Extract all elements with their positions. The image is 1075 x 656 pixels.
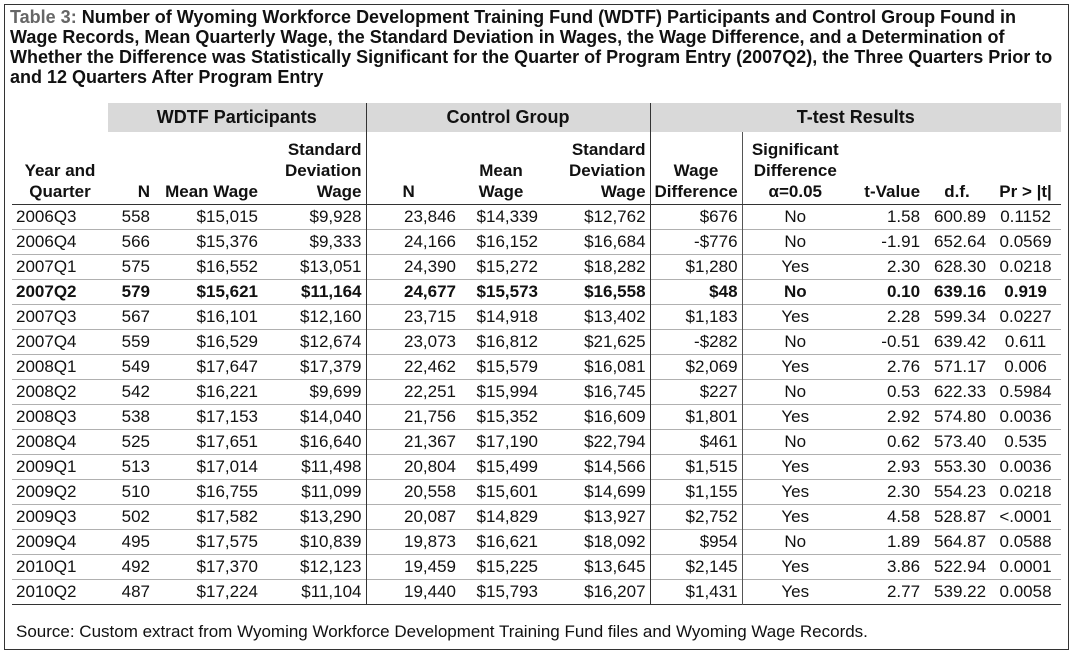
cell-mean-control: $15,499: [476, 457, 538, 476]
table-row: [12, 505, 1061, 530]
cell-significant: No: [784, 332, 807, 351]
cell-n-participants: 542: [121, 382, 150, 401]
cell-wage-difference: $1,183: [650, 305, 742, 330]
cell-df: 574.80: [934, 407, 987, 426]
cell-sd-control: $22,794: [542, 430, 650, 455]
cell-n-control: 21,756: [404, 407, 456, 426]
cell-n-control: 22,251: [404, 382, 456, 401]
cell-pr: 0.0588: [999, 532, 1052, 551]
cell-df: 652.64: [934, 232, 987, 251]
source-note: Source: Custom extract from Wyoming Workforce Development Training Fund files and Wyoming Wage Records.: [16, 622, 868, 641]
cell-mean-participants: $16,529: [196, 332, 258, 351]
group-participants: WDTF Participants: [108, 103, 366, 132]
col-significant: Significant Difference α=0.05: [742, 132, 848, 205]
cell-sd-control: $18,282: [542, 255, 650, 280]
cell-mean-participants: $17,647: [196, 357, 258, 376]
cell-year-quarter: 2008Q4: [16, 432, 77, 451]
cell-mean-control: $15,601: [476, 482, 538, 501]
cell-year-quarter: 2009Q4: [16, 532, 77, 551]
cell-wage-difference: $2,752: [650, 505, 742, 530]
cell-t-value: 2.30: [886, 482, 921, 501]
cell-significant: Yes: [781, 557, 810, 576]
cell-mean-participants: $16,221: [196, 382, 258, 401]
cell-pr: <.0001: [999, 507, 1052, 526]
cell-significant: No: [784, 232, 807, 251]
cell-significant: Yes: [781, 257, 810, 276]
cell-sd-control: $16,745: [542, 380, 650, 405]
cell-t-value: 2.93: [886, 457, 921, 476]
cell-wage-difference: $1,280: [650, 255, 742, 280]
cell-mean-control: $15,272: [476, 257, 538, 276]
cell-wage-difference: $48: [650, 280, 742, 305]
cell-mean-participants: $17,370: [196, 557, 258, 576]
cell-pr: 0.0218: [999, 482, 1052, 501]
cell-year-quarter: 2008Q3: [16, 407, 77, 426]
cell-wage-difference: $1,515: [650, 455, 742, 480]
cell-sd-participants: $12,674: [262, 330, 366, 355]
cell-sd-participants: $9,699: [262, 380, 366, 405]
cell-mean-participants: $15,621: [196, 282, 258, 301]
col-sd-participants: Standard Deviation Wage: [262, 132, 366, 205]
col-pr: Pr > |t|: [990, 132, 1061, 205]
cell-significant: No: [784, 207, 807, 226]
cell-significant: Yes: [781, 482, 810, 501]
cell-mean-participants: $17,575: [196, 532, 258, 551]
table-row: [12, 230, 1061, 255]
cell-pr: 0.0569: [999, 232, 1052, 251]
wage-table: [12, 103, 1061, 605]
cell-pr: 0.0058: [999, 582, 1052, 601]
cell-wage-difference: $676: [650, 205, 742, 230]
table-row: [12, 530, 1061, 555]
cell-significant: Yes: [781, 407, 810, 426]
cell-sd-control: $14,699: [542, 480, 650, 505]
cell-n-participants: 538: [121, 407, 150, 426]
cell-n-participants: 492: [121, 557, 150, 576]
table-row: [12, 555, 1061, 580]
cell-df: 522.94: [934, 557, 987, 576]
cell-sd-participants: $12,160: [262, 305, 366, 330]
table-number: Table 3:: [10, 7, 77, 27]
table-row: [12, 480, 1061, 505]
table-row: [12, 405, 1061, 430]
cell-pr: 0.0036: [999, 407, 1052, 426]
cell-df: 528.87: [934, 507, 987, 526]
cell-df: 554.23: [934, 482, 987, 501]
cell-sd-control: $13,645: [542, 555, 650, 580]
cell-year-quarter: 2007Q4: [16, 332, 77, 351]
cell-mean-control: $17,190: [476, 432, 538, 451]
cell-mean-participants: $16,755: [196, 482, 258, 501]
table-title: [10, 7, 1060, 87]
cell-sd-control: $12,762: [542, 205, 650, 230]
cell-sd-control: $16,609: [542, 405, 650, 430]
cell-sd-participants: $11,099: [262, 480, 366, 505]
cell-n-control: 19,873: [404, 532, 456, 551]
col-year-quarter: Year and Quarter: [12, 132, 108, 205]
cell-pr: 0.0218: [999, 257, 1052, 276]
cell-n-control: 19,440: [404, 582, 456, 601]
cell-mean-control: $14,918: [476, 307, 538, 326]
cell-n-participants: 549: [121, 357, 150, 376]
cell-mean-control: $15,573: [476, 282, 538, 301]
cell-mean-control: $14,829: [476, 507, 538, 526]
cell-wage-difference: $2,069: [650, 355, 742, 380]
cell-wage-difference: $954: [650, 530, 742, 555]
cell-n-control: 24,677: [404, 282, 456, 301]
cell-n-participants: 513: [121, 457, 150, 476]
table-body: [12, 205, 1061, 605]
table-row: [12, 355, 1061, 380]
cell-mean-participants: $15,015: [196, 207, 258, 226]
cell-year-quarter: 2010Q2: [16, 582, 77, 601]
cell-pr: 0.5984: [999, 382, 1052, 401]
cell-mean-control: $16,812: [476, 332, 538, 351]
cell-pr: 0.611: [1004, 332, 1047, 351]
cell-sd-participants: $13,051: [262, 255, 366, 280]
cell-n-participants: 558: [121, 207, 150, 226]
cell-sd-control: $16,558: [542, 280, 650, 305]
cell-mean-control: $16,152: [476, 232, 538, 251]
cell-significant: Yes: [781, 357, 810, 376]
col-n-participants: N: [108, 132, 154, 205]
cell-sd-control: $16,684: [542, 230, 650, 255]
cell-n-participants: 567: [121, 307, 150, 326]
cell-significant: Yes: [781, 457, 810, 476]
cell-wage-difference: $1,155: [650, 480, 742, 505]
cell-n-control: 24,390: [404, 257, 456, 276]
cell-t-value: 2.77: [886, 582, 921, 601]
cell-df: 571.17: [934, 357, 987, 376]
cell-n-control: 24,166: [404, 232, 456, 251]
cell-year-quarter: 2007Q2: [16, 282, 77, 301]
cell-sd-control: $13,927: [542, 505, 650, 530]
column-header-row: [12, 132, 1061, 205]
col-mean-participants: Mean Wage: [154, 132, 262, 205]
table-row: [12, 280, 1061, 305]
cell-wage-difference: -$776: [650, 230, 742, 255]
cell-t-value: 2.76: [886, 357, 921, 376]
cell-pr: 0.0227: [999, 307, 1052, 326]
cell-n-participants: 502: [121, 507, 150, 526]
cell-mean-participants: $16,101: [196, 307, 258, 326]
cell-n-participants: 575: [121, 257, 150, 276]
cell-n-participants: 487: [121, 582, 150, 601]
cell-n-control: 23,846: [404, 207, 456, 226]
cell-sd-participants: $16,640: [262, 430, 366, 455]
col-df: d.f.: [924, 132, 990, 205]
group-header-row: [12, 103, 1061, 132]
cell-wage-difference: $227: [650, 380, 742, 405]
cell-significant: No: [784, 432, 807, 451]
cell-n-control: 20,558: [404, 482, 456, 501]
cell-pr: 0.0036: [999, 457, 1052, 476]
cell-n-control: 22,462: [404, 357, 456, 376]
cell-t-value: 2.92: [886, 407, 921, 426]
cell-year-quarter: 2007Q1: [16, 257, 77, 276]
cell-df: 553.30: [934, 457, 987, 476]
cell-n-participants: 579: [121, 282, 150, 301]
cell-sd-participants: $9,333: [262, 230, 366, 255]
cell-t-value: 4.58: [886, 507, 921, 526]
cell-year-quarter: 2007Q3: [16, 307, 77, 326]
col-t-value: t-Value: [848, 132, 924, 205]
cell-df: 622.33: [934, 382, 987, 401]
cell-year-quarter: 2008Q2: [16, 382, 77, 401]
cell-mean-control: $15,994: [476, 382, 538, 401]
cell-significant: Yes: [781, 507, 810, 526]
cell-year-quarter: 2009Q1: [16, 457, 77, 476]
cell-n-control: 23,073: [404, 332, 456, 351]
col-mean-control: Mean Wage: [460, 132, 542, 205]
cell-df: 564.87: [934, 532, 987, 551]
cell-sd-participants: $11,104: [262, 580, 366, 605]
table-row: [12, 205, 1061, 230]
cell-sd-control: $16,081: [542, 355, 650, 380]
cell-t-value: 3.86: [886, 557, 921, 576]
cell-mean-control: $15,579: [476, 357, 538, 376]
cell-wage-difference: $1,431: [650, 580, 742, 605]
cell-n-participants: 566: [121, 232, 150, 251]
cell-year-quarter: 2009Q2: [16, 482, 77, 501]
cell-t-value: 1.58: [886, 207, 921, 226]
cell-mean-control: $15,793: [476, 582, 538, 601]
table-row: [12, 255, 1061, 280]
group-ttest: T-test Results: [650, 103, 1061, 132]
cell-significant: No: [784, 532, 807, 551]
cell-year-quarter: 2010Q1: [16, 557, 77, 576]
cell-df: 600.89: [934, 207, 987, 226]
cell-year-quarter: 2009Q3: [16, 507, 77, 526]
cell-t-value: 1.89: [886, 532, 921, 551]
cell-mean-participants: $15,376: [196, 232, 258, 251]
table-row: [12, 305, 1061, 330]
cell-t-value: 2.30: [886, 257, 921, 276]
cell-year-quarter: 2006Q3: [16, 207, 77, 226]
cell-n-participants: 525: [121, 432, 150, 451]
cell-significant: Yes: [781, 307, 810, 326]
cell-sd-control: $18,092: [542, 530, 650, 555]
cell-n-control: 21,367: [404, 432, 456, 451]
cell-pr: 0.1152: [1000, 207, 1051, 226]
cell-t-value: -0.51: [881, 332, 921, 351]
cell-pr: 0.006: [1004, 357, 1047, 376]
col-wage-difference: Wage Difference: [650, 132, 742, 205]
cell-mean-participants: $16,552: [196, 257, 258, 276]
table-caption: Number of Wyoming Workforce Development Training Fund (WDTF) Participants and Control Group Found in Wage Records, Mean Quarterly Wage, the Standard Deviation in Wages, the Wage Difference, and a Determination of Whether the Difference was Statistically Significant for the Quarter of Program Entry (2007Q2), the Three Quarters Prior to and 12 Quarters After Program Entry: [10, 7, 1053, 87]
table-row: [12, 580, 1061, 605]
cell-mean-participants: $17,582: [196, 507, 258, 526]
cell-n-control: 19,459: [404, 557, 456, 576]
cell-df: 539.22: [934, 582, 987, 601]
cell-sd-control: $21,625: [542, 330, 650, 355]
cell-mean-control: $16,621: [476, 532, 538, 551]
cell-wage-difference: $1,801: [650, 405, 742, 430]
cell-mean-participants: $17,014: [196, 457, 258, 476]
table-row: [12, 380, 1061, 405]
cell-sd-participants: $10,839: [262, 530, 366, 555]
table-row: [12, 455, 1061, 480]
cell-n-participants: 510: [121, 482, 150, 501]
cell-sd-participants: $11,498: [262, 455, 366, 480]
cell-significant: No: [784, 382, 807, 401]
cell-sd-control: $16,207: [542, 580, 650, 605]
cell-sd-participants: $14,040: [262, 405, 366, 430]
cell-wage-difference: -$282: [650, 330, 742, 355]
cell-t-value: 2.28: [886, 307, 921, 326]
cell-mean-control: $15,225: [476, 557, 538, 576]
cell-t-value: 0.62: [886, 432, 921, 451]
cell-wage-difference: $461: [650, 430, 742, 455]
cell-year-quarter: 2006Q4: [16, 232, 77, 251]
col-n-control: N: [366, 132, 460, 205]
cell-t-value: -1.91: [881, 232, 921, 251]
cell-df: 639.16: [934, 282, 987, 301]
table-row: [12, 430, 1061, 455]
cell-df: 639.42: [934, 332, 987, 351]
cell-sd-participants: $13,290: [262, 505, 366, 530]
cell-t-value: 0.53: [886, 382, 921, 401]
group-blank: [12, 103, 108, 132]
col-sd-control: Standard Deviation Wage: [542, 132, 650, 205]
cell-wage-difference: $2,145: [650, 555, 742, 580]
cell-mean-participants: $17,651: [196, 432, 258, 451]
cell-year-quarter: 2008Q1: [16, 357, 77, 376]
cell-n-control: 23,715: [404, 307, 456, 326]
cell-n-control: 20,087: [404, 507, 456, 526]
cell-pr: 0.919: [1004, 282, 1047, 301]
cell-df: 573.40: [934, 432, 987, 451]
cell-significant: Yes: [781, 582, 810, 601]
cell-sd-participants: $12,123: [262, 555, 366, 580]
table-row: [12, 330, 1061, 355]
cell-df: 599.34: [934, 307, 987, 326]
cell-sd-control: $13,402: [542, 305, 650, 330]
cell-n-control: 20,804: [404, 457, 456, 476]
cell-sd-control: $14,566: [542, 455, 650, 480]
cell-sd-participants: $11,164: [262, 280, 366, 305]
cell-significant: No: [783, 282, 807, 301]
cell-mean-participants: $17,224: [196, 582, 258, 601]
cell-sd-participants: $9,928: [262, 205, 366, 230]
cell-pr: 0.0001: [999, 557, 1052, 576]
cell-n-participants: 495: [121, 532, 150, 551]
cell-df: 628.30: [934, 257, 987, 276]
cell-pr: 0.535: [1004, 432, 1047, 451]
cell-t-value: 0.10: [886, 282, 921, 301]
cell-mean-control: $15,352: [476, 407, 538, 426]
cell-mean-control: $14,339: [476, 207, 538, 226]
cell-sd-participants: $17,379: [262, 355, 366, 380]
cell-mean-participants: $17,153: [196, 407, 258, 426]
cell-n-participants: 559: [121, 332, 150, 351]
group-control: Control Group: [366, 103, 650, 132]
